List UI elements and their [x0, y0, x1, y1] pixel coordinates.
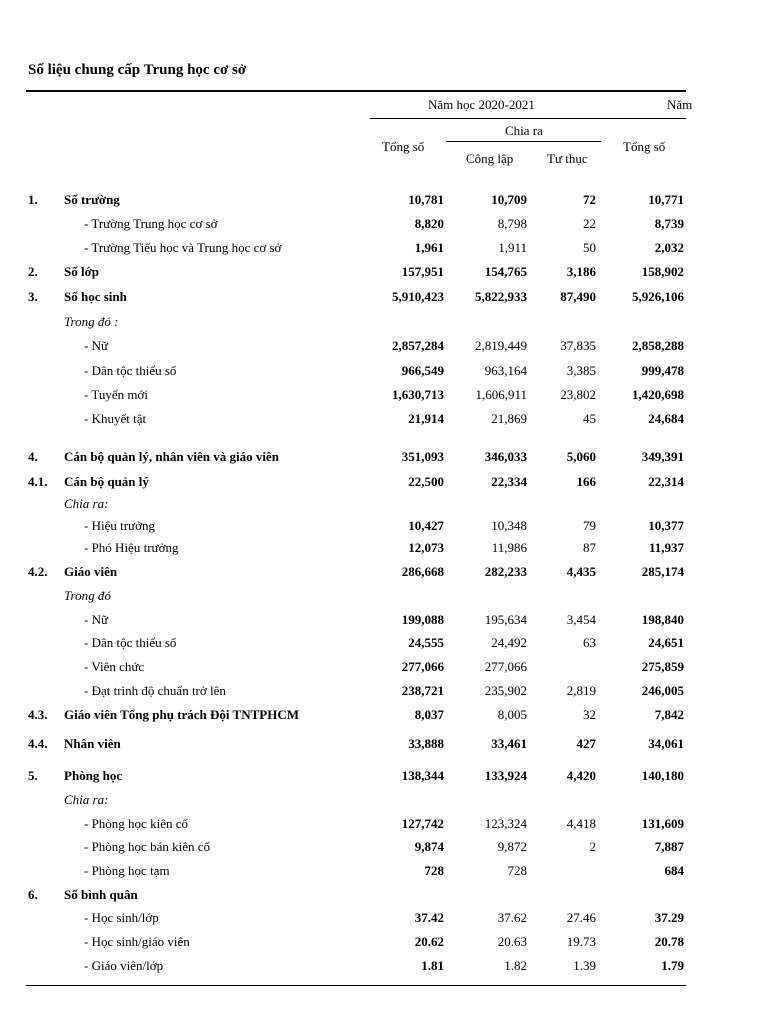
cell-c4: 158,902 [641, 264, 684, 279]
cell-c4: 5,926,106 [632, 289, 684, 304]
table-row [0, 736, 768, 756]
cell-c4: 198,840 [641, 612, 684, 627]
cell-c1: 9,874 [414, 839, 444, 854]
table-row [0, 816, 768, 836]
cell-c1: 277,066 [401, 659, 444, 674]
cell-c1: 22,500 [408, 474, 444, 489]
cell-c4: 275,859 [641, 659, 684, 674]
row-label: Số học sinh [64, 289, 127, 304]
cell-c3: 166 [576, 474, 596, 489]
cell-c4: 22,314 [648, 474, 684, 489]
cell-c3: 27.46 [566, 910, 596, 925]
chia-ra-header: Chia ra [505, 123, 543, 138]
row-label: - Nữ [84, 338, 109, 353]
row-label: - Hiệu trưởng [84, 518, 155, 533]
cell-c3: 37,835 [560, 338, 596, 353]
cell-c4: 24,684 [648, 411, 684, 426]
cell-c4: 131,609 [641, 816, 684, 831]
cell-c3: 3,385 [566, 363, 596, 378]
row-label: - Giáo viên/lớp [84, 958, 164, 973]
table-row [0, 588, 768, 608]
cell-c4: 7,887 [654, 839, 684, 854]
cell-c3: 87,490 [560, 289, 596, 304]
cell-c2: 37.62 [497, 910, 527, 925]
table-row [0, 958, 768, 978]
row-label: - Dân tộc thiểu số [84, 363, 177, 378]
cell-c1: 157,951 [401, 264, 444, 279]
row-label: Số lớp [64, 264, 100, 279]
chia-ra-rule [446, 141, 601, 142]
page-title: Số liệu chung cấp Trung học cơ sở [28, 62, 247, 78]
cell-c3: 19.73 [566, 934, 596, 949]
cell-c4: 2,858,288 [632, 338, 684, 353]
row-label: - Trường Tiểu học và Trung học cơ sở [84, 240, 282, 255]
cell-c3: 4,418 [566, 816, 596, 831]
row-label: - Khuyết tật [84, 411, 147, 426]
row-label: - Viên chức [84, 659, 145, 674]
cell-c4: 999,478 [641, 363, 684, 378]
cell-c1: 351,093 [401, 449, 444, 464]
tong-so-header-2: Tổng số [623, 139, 666, 154]
row-number: 4. [28, 449, 38, 464]
row-label: Chia ra: [64, 496, 109, 511]
row-number: 3. [28, 289, 38, 304]
cell-c2: 346,033 [484, 449, 527, 464]
cell-c2: 282,233 [484, 564, 527, 579]
cell-c2: 9,872 [497, 839, 527, 854]
row-number: 4.3. [28, 707, 48, 722]
cell-c2: 2,819,449 [475, 338, 527, 353]
cong-lap-header: Công lập [466, 151, 514, 166]
table-row [0, 839, 768, 859]
cell-c2: 133,924 [484, 768, 527, 783]
cell-c4: 24,651 [648, 635, 684, 650]
cell-c4: 246,005 [641, 683, 684, 698]
table-row [0, 934, 768, 954]
cell-c2: 22,334 [491, 474, 527, 489]
table-row [0, 635, 768, 655]
cell-c1: 8,820 [414, 216, 444, 231]
row-number: 6. [28, 887, 38, 902]
cell-c2: 33,461 [491, 736, 527, 751]
table-row [0, 411, 768, 431]
row-label: - Phòng học kiên cố [84, 816, 188, 831]
cell-c1: 1.81 [421, 958, 444, 973]
cell-c3: 427 [576, 736, 596, 751]
row-label: - Học sinh/giáo viên [84, 934, 190, 949]
cell-c1: 12,073 [408, 540, 444, 555]
cell-c1: 199,088 [401, 612, 444, 627]
cell-c3: 3,454 [566, 612, 596, 627]
row-label: - Đạt trình độ chuẩn trở lên [84, 683, 226, 698]
row-label: - Nữ [84, 612, 109, 627]
table-row [0, 264, 768, 284]
cell-c2: 24,492 [491, 635, 527, 650]
cell-c3: 1.39 [573, 958, 596, 973]
row-label: Chia ra: [64, 792, 109, 807]
cell-c1: 20.62 [414, 934, 444, 949]
cell-c3: 32 [583, 707, 596, 722]
cell-c2: 10,709 [491, 192, 527, 207]
row-label: Trong đó : [64, 314, 119, 329]
cell-c4: 1.79 [661, 958, 684, 973]
row-label: - Tuyển mới [84, 387, 148, 402]
cell-c2: 728 [507, 863, 527, 878]
cell-c3: 3,186 [566, 264, 596, 279]
table-row [0, 474, 768, 494]
row-number: 2. [28, 264, 38, 279]
row-label: - Phòng học tạm [84, 863, 170, 878]
table-row [0, 683, 768, 703]
table-row [0, 363, 768, 383]
table-row [0, 707, 768, 727]
cell-c4: 10,771 [648, 192, 684, 207]
cell-c2: 195,634 [484, 612, 527, 627]
cell-c1: 10,781 [408, 192, 444, 207]
cell-c4: 349,391 [641, 449, 684, 464]
cell-c4: 34,061 [648, 736, 684, 751]
cell-c4: 684 [664, 863, 684, 878]
cell-c1: 127,742 [401, 816, 444, 831]
cell-c2: 5,822,933 [475, 289, 527, 304]
year2-header: Năm [667, 97, 693, 112]
cell-c3: 45 [583, 411, 596, 426]
cell-c3: 79 [583, 518, 596, 533]
table-row [0, 768, 768, 788]
row-number: 4.4. [28, 736, 48, 751]
row-label: - Trường Trung học cơ sở [84, 216, 218, 231]
row-number: 4.1. [28, 474, 48, 489]
row-label: Số trường [64, 192, 120, 207]
cell-c2: 123,324 [484, 816, 527, 831]
cell-c4: 20.78 [654, 934, 684, 949]
cell-c4: 2,032 [654, 240, 684, 255]
cell-c3: 87 [583, 540, 596, 555]
cell-c2: 1,606,911 [475, 387, 527, 402]
cell-c4: 140,180 [641, 768, 684, 783]
cell-c4: 10,377 [648, 518, 684, 533]
cell-c2: 1,911 [498, 240, 527, 255]
cell-c1: 24,555 [408, 635, 444, 650]
row-label: - Phòng học bán kiên cố [84, 839, 211, 854]
cell-c2: 277,066 [484, 659, 527, 674]
table-row [0, 192, 768, 212]
table-row [0, 518, 768, 538]
cell-c2: 8,005 [497, 707, 527, 722]
cell-c1: 728 [424, 863, 444, 878]
year1-rule [370, 118, 686, 119]
cell-c1: 21,914 [408, 411, 444, 426]
cell-c2: 10,348 [491, 518, 527, 533]
cell-c2: 11,986 [491, 540, 527, 555]
table-row [0, 338, 768, 358]
table-row [0, 659, 768, 679]
cell-c3: 63 [583, 635, 596, 650]
cell-c1: 10,427 [408, 518, 444, 533]
cell-c1: 966,549 [401, 363, 444, 378]
row-label: Nhân viên [64, 736, 121, 751]
cell-c3: 72 [583, 192, 596, 207]
table-row [0, 216, 768, 236]
cell-c1: 33,888 [408, 736, 444, 751]
table-row [0, 792, 768, 812]
cell-c1: 5,910,423 [392, 289, 444, 304]
bottom-rule [26, 985, 686, 986]
cell-c1: 138,344 [401, 768, 444, 783]
cell-c4: 37.29 [654, 910, 684, 925]
cell-c3: 50 [583, 240, 596, 255]
table-row [0, 540, 768, 560]
row-label: Phòng học [64, 768, 123, 783]
cell-c1: 2,857,284 [392, 338, 444, 353]
cell-c1: 1,961 [414, 240, 444, 255]
tu-thuc-header: Tư thục [547, 151, 588, 166]
cell-c2: 21,869 [491, 411, 527, 426]
row-label: - Học sinh/lớp [84, 910, 159, 925]
cell-c1: 286,668 [401, 564, 444, 579]
cell-c2: 963,164 [484, 363, 527, 378]
cell-c1: 37.42 [414, 910, 444, 925]
table-row [0, 910, 768, 930]
cell-c3: 22 [583, 216, 596, 231]
row-number: 1. [28, 192, 38, 207]
cell-c1: 238,721 [401, 683, 444, 698]
cell-c3: 23,802 [560, 387, 596, 402]
row-number: 5. [28, 768, 38, 783]
table-row [0, 863, 768, 883]
row-label: Cán bộ quản lý, nhân viên và giáo viên [64, 449, 279, 464]
cell-c3: 4,420 [566, 768, 596, 783]
cell-c3: 2,819 [566, 683, 596, 698]
table-row [0, 449, 768, 469]
row-label: - Phó Hiệu trưởng [84, 540, 179, 555]
cell-c3: 4,435 [566, 564, 596, 579]
cell-c4: 285,174 [641, 564, 684, 579]
cell-c2: 8,798 [497, 216, 527, 231]
top-rule [26, 90, 686, 92]
row-label: - Dân tộc thiểu số [84, 635, 177, 650]
row-label: Cán bộ quản lý [64, 474, 149, 489]
table-row [0, 289, 768, 309]
table-row [0, 314, 768, 334]
cell-c4: 8,739 [654, 216, 684, 231]
table-row [0, 387, 768, 407]
table-row [0, 887, 768, 907]
cell-c4: 7,842 [654, 707, 684, 722]
cell-c3: 2 [589, 839, 596, 854]
row-label: Giáo viên [64, 564, 118, 579]
row-number: 4.2. [28, 564, 48, 579]
cell-c2: 20.63 [497, 934, 527, 949]
table-row [0, 240, 768, 260]
row-label: Số bình quân [64, 887, 138, 902]
table-row [0, 564, 768, 584]
table-row [0, 612, 768, 632]
row-label: Trong đó [64, 588, 111, 603]
cell-c2: 154,765 [484, 264, 527, 279]
cell-c3: 5,060 [566, 449, 596, 464]
cell-c4: 11,937 [648, 540, 684, 555]
cell-c1: 1,630,713 [392, 387, 444, 402]
table-row [0, 496, 768, 516]
year1-header: Năm học 2020-2021 [428, 97, 535, 112]
cell-c2: 235,902 [484, 683, 527, 698]
cell-c4: 1,420,698 [632, 387, 684, 402]
cell-c1: 8,037 [414, 707, 444, 722]
row-label: Giáo viên Tổng phụ trách Đội TNTPHCM [64, 707, 299, 722]
tong-so-header-1: Tổng số [382, 139, 425, 154]
cell-c2: 1.82 [504, 958, 527, 973]
